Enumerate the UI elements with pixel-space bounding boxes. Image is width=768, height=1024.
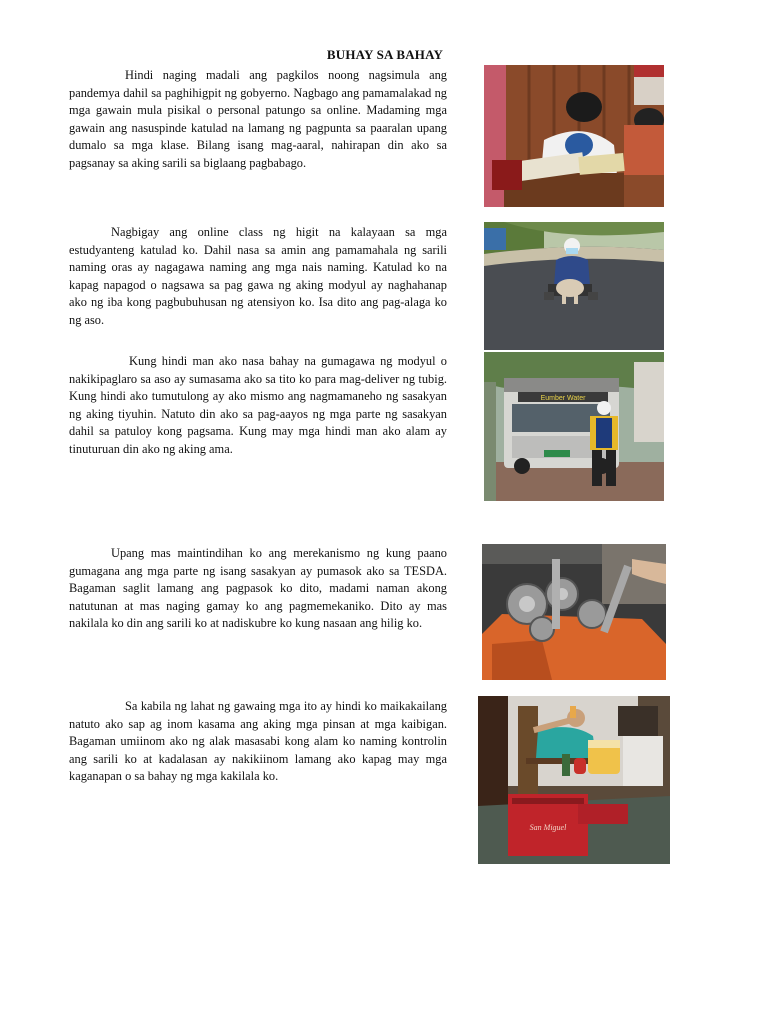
- paragraph-2: Nagbigay ang online class ng higit na kalayaan sa mga estudyanteng katulad ko. Dahil nasa sa amin ang pamamahala ng sarili naming oras ay nagagawa naming ang mga nais naming. Katulad ko na kapag napagod o nagsawa sa pag gawa ng aking modyul ay naghahanap ako ng iba kong pagbubuhusan ng atensiyon ko. Isa dito ang pag-alaga ko ng aso.: [69, 225, 447, 327]
- paragraph-5: Sa kabila ng lahat ng gawaing mga ito ay hindi ko maikakailang natuto ako sap ag inom kasama ang aking mga pinsan at mga kaibigan. Bagaman umiinom ako ng alak masasabi kong alam ko naming kontrolin ang sarili ko at kadalasan ay nakikiinom lamang ako kapag may mga kaganapan o sa bahay ng mga kakilala ko.: [69, 699, 447, 784]
- paragraph-1: Hindi naging madali ang pagkilos noong nagsimula ang pandemya dahil sa paghihigpit ng gobyerno. Nagbago ang pamamalakad ng mga gawain mula pisikal o personal patungo sa online. Madaming mga gawain ang nasuspinde katulad na lamang ng pagpunta sa paaralan upang dumalo sa mga klase. Bilang isang mag-aaral, nahirapan din ako sa pagsanay sa aking sarili sa biglaang pagbabago.: [69, 68, 447, 170]
- page-title: BUHAY SA BAHAY: [326, 47, 444, 62]
- photo-truck: [484, 352, 664, 501]
- paragraph-4: Upang mas maintindihan ko ang merekanismo ng kung paano gumagana ang mga parte ng isang sasakyan ay pumasok ako sa TESDA. Bagaman saglit lamang ang pagpasok ko dito, madami naman akong natutunan at mas naging gamay ko ang pagmemekaniko. Dito ay mas nakilala ko din ang sarili ko at nadiskubre ko kung nasaan ang hilig ko.: [69, 546, 447, 631]
- photo-studying: [484, 65, 664, 207]
- paragraph-3: Kung hindi man ako nasa bahay na gumagawa ng modyul o nakikipaglaro sa aso ay sumasama ako sa tito ko para mag-deliver ng tubig. Kung hindi ako tumutulong ay ako mismo ang nagmamaneho ng sasakyan ng aking tiyuhin. Natuto din ako sa pag-aayos ng mga parte ng sasakyan dahil sa patuloy kong pagsama. Kung may mga hindi man ako alam ay tinuturuan din ako ng aking ama.: [69, 354, 447, 456]
- photo-drinking: [478, 696, 670, 864]
- truck-sign: Eumber Water: [540, 395, 586, 402]
- photo-dog: [484, 222, 664, 350]
- photo-engine: [482, 544, 666, 680]
- crate-label: San Miguel: [529, 823, 567, 832]
